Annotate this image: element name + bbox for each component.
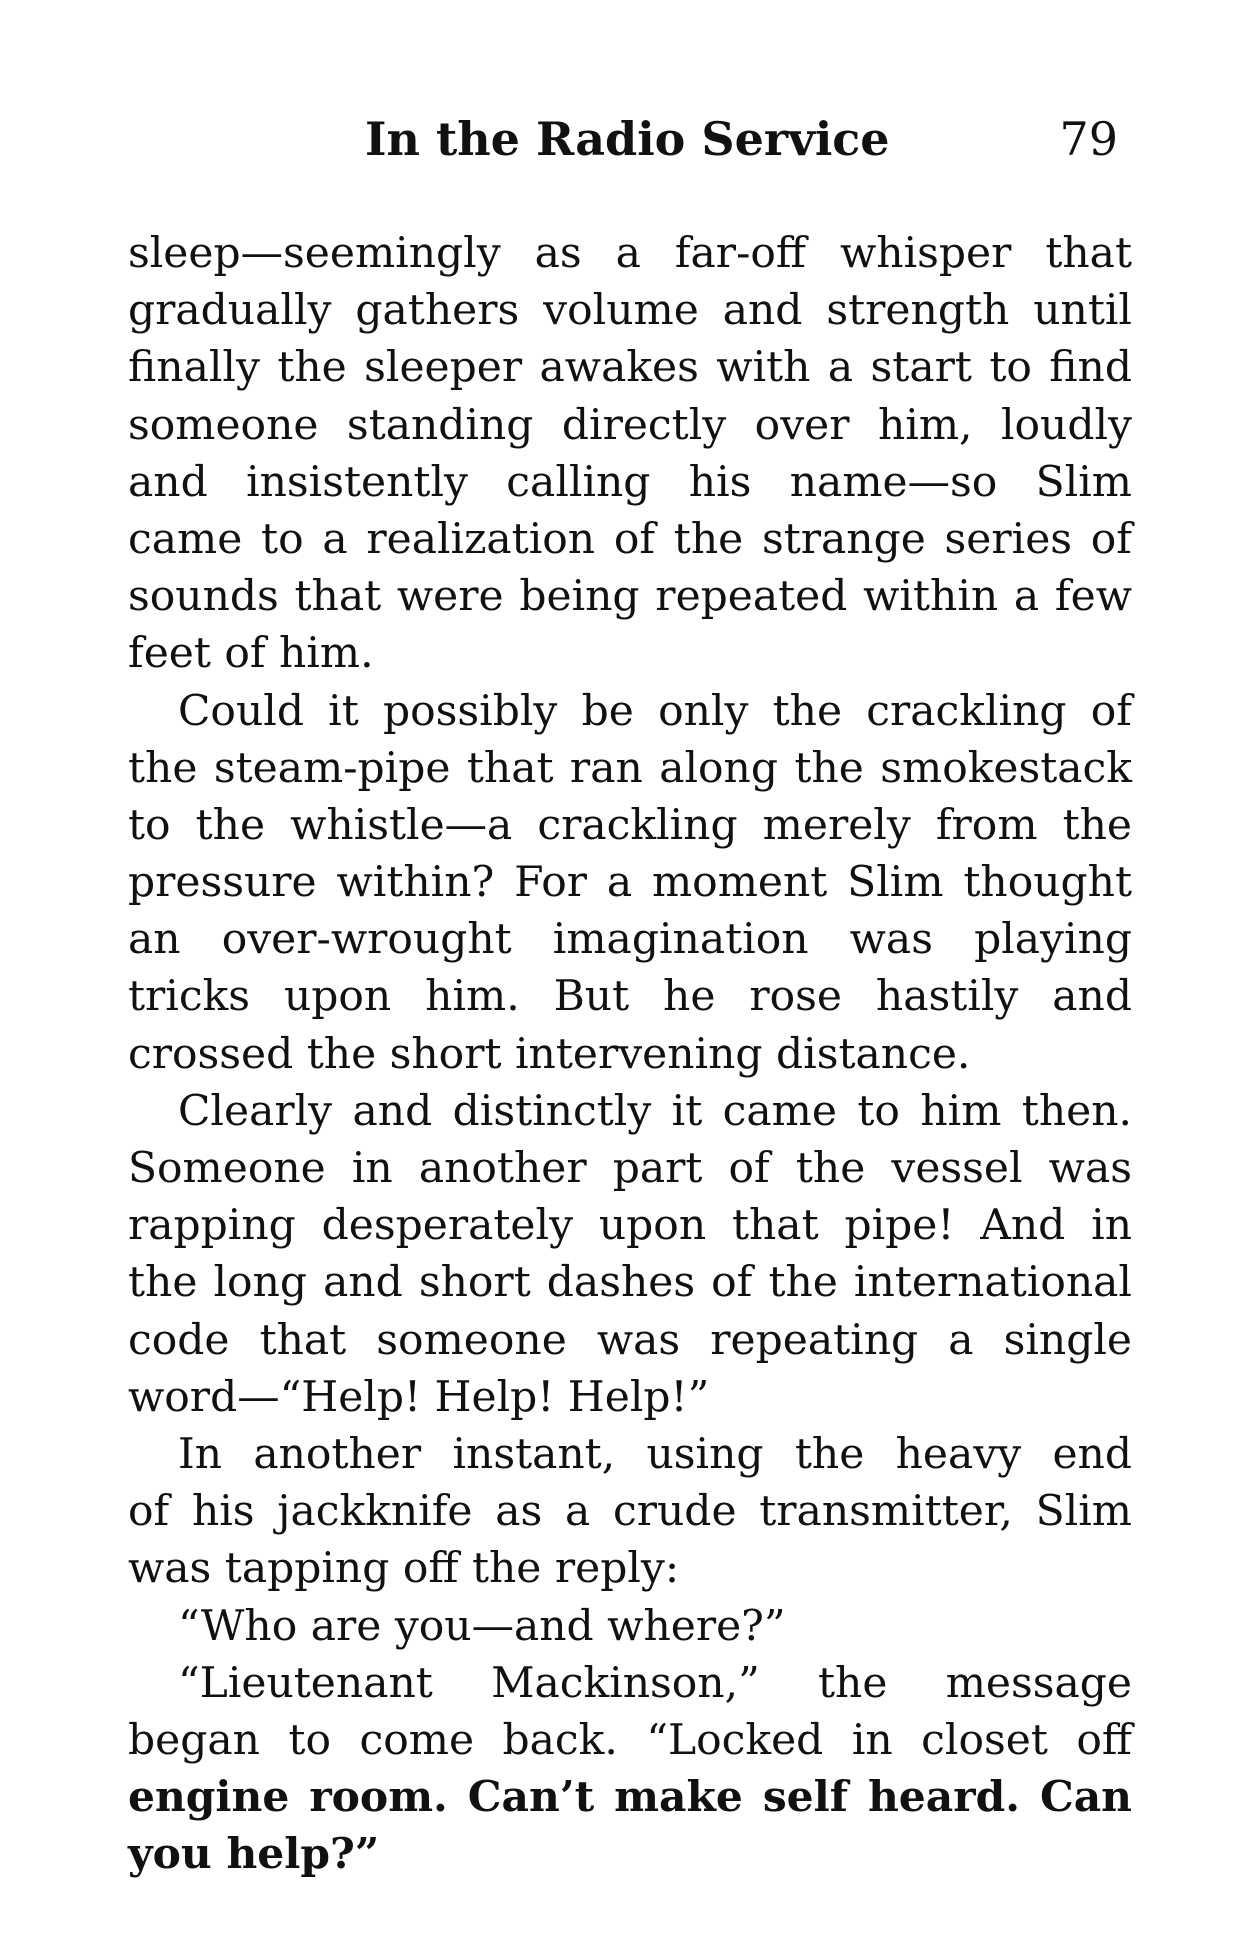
text-line: “Lieutenant Mackinson,” the message: [178, 1657, 1132, 1707]
text-line: the long and short dashes of the international: [128, 1257, 1132, 1307]
text-line: an over-wrought imagination was playing: [128, 914, 1132, 964]
text-line: word—“Help! Help! Help!”: [128, 1371, 710, 1421]
text-line: of his jackknife as a crude transmitter, Slim: [128, 1486, 1132, 1536]
text-line: Clearly and distinctly it came to him then.: [178, 1085, 1132, 1135]
text-line: code that someone was repeating a single: [128, 1314, 1132, 1364]
text-line: “Who are you—and where?”: [178, 1600, 786, 1650]
text-line: began to come back. “Locked in closet off: [128, 1714, 1132, 1764]
text-line: rapping desperately upon that pipe! And in: [128, 1200, 1132, 1250]
text-line: came to a realization of the strange series of: [128, 513, 1132, 563]
text-line: In another instant, using the heavy end: [178, 1428, 1132, 1478]
text-line: sounds that were being repeated within a few: [128, 571, 1132, 621]
text-line: and insistently calling his name—so Slim: [128, 456, 1132, 506]
text-line: engine room. Can’t make self heard. Can: [128, 1771, 1132, 1822]
text-line: sleep—seemingly as a far-off whisper that: [128, 228, 1132, 277]
text-line: was tapping off the reply:: [128, 1543, 680, 1593]
page-number: 79: [1059, 112, 1118, 166]
text-line: Could it possibly be only the crackling of: [178, 685, 1132, 735]
running-head: [128, 112, 1132, 172]
text-line: someone standing directly over him, loudly: [128, 399, 1132, 449]
body-text: [128, 224, 1132, 1882]
text-line: the steam-pipe that ran along the smokestack: [128, 742, 1132, 792]
running-title: In the Radio Service: [365, 112, 890, 166]
text-line: pressure within? For a moment Slim thought: [128, 857, 1132, 907]
text-line: you help?”: [128, 1828, 380, 1879]
text-line: finally the sleeper awakes with a start to find: [128, 342, 1132, 392]
text-line: to the whistle—a crackling merely from the: [128, 799, 1132, 849]
text-line: gradually gathers volume and strength until: [128, 285, 1132, 335]
text-line: crossed the short intervening distance.: [128, 1028, 971, 1078]
text-line: Someone in another part of the vessel was: [128, 1143, 1132, 1192]
text-line: feet of him.: [128, 628, 374, 678]
text-line: tricks upon him. But he rose hastily and: [128, 971, 1132, 1021]
